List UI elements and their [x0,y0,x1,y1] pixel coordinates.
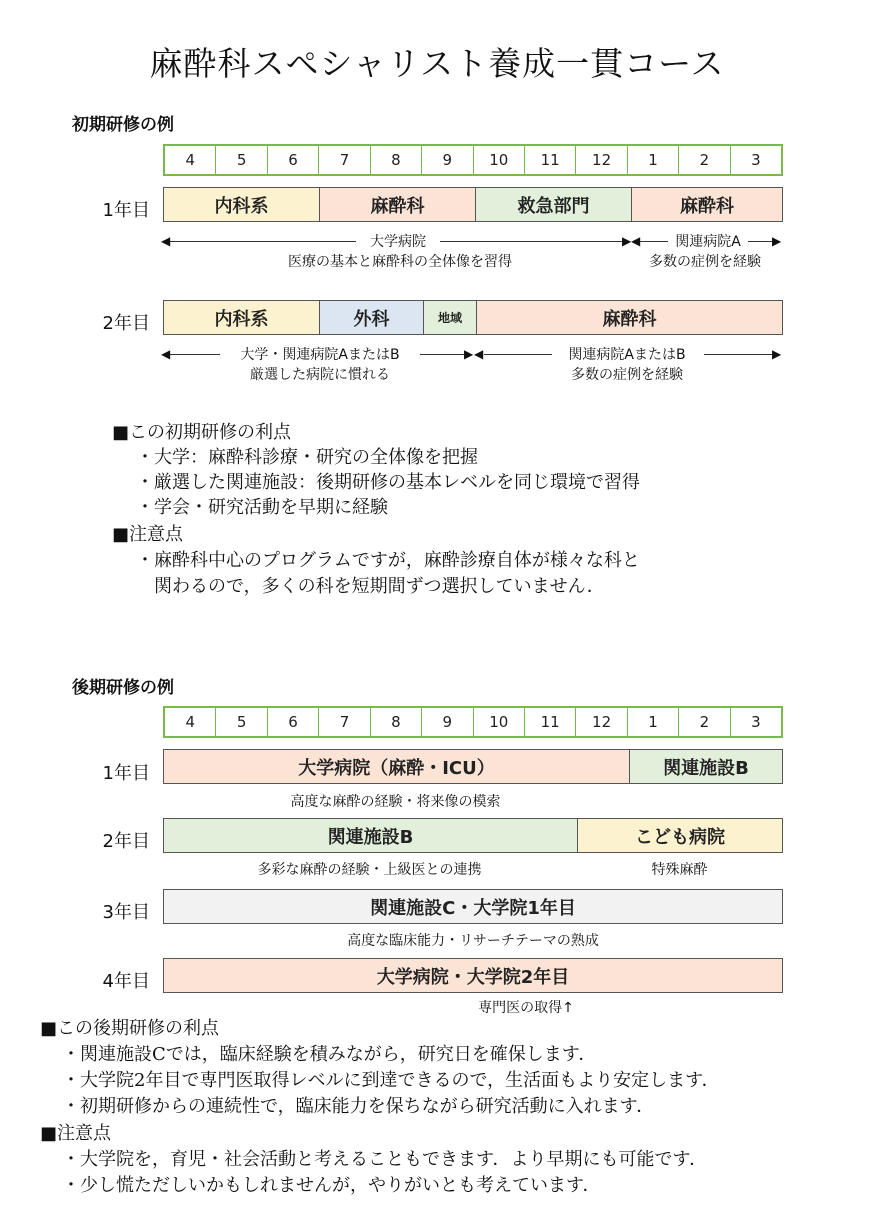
early-merit-item: ・厳選した関連施設：後期研修の基本レベルを同じ環境で習得 [136,472,640,493]
late-merit-item: ・関連施設Cでは，臨床経験を積みながら，研究日を確保します． [62,1044,597,1065]
early-section-heading: 初期研修の例 [72,115,174,135]
early-year1-note-right-desc: 多数の症例を経験 [649,254,761,270]
page-title: 麻酔科スペシャリスト養成一貫コース [149,44,725,83]
late-merit-item: ・大学院2年目で専門医取得レベルに到達できるので，生活面もより安定します． [62,1070,720,1091]
early-month-header [163,144,783,176]
arrow-left-icon: ◀ [474,347,484,361]
early-year1-note-right-title: 関連病院A [675,234,741,250]
late-year3-label: 3年目 [102,902,150,923]
late-year2-bar [163,818,783,853]
early-year2-label: 2年目 [102,313,150,334]
month-cell: 6 [267,146,318,174]
arrow-line [640,241,668,242]
month-cell: 3 [730,708,781,736]
late-caution-heading: ■注意点 [40,1123,112,1144]
arrow-left-icon: ◀ [161,234,171,248]
arrow-line [170,354,220,355]
early-year2-note-left-desc: 厳選した病院に慣れる [250,367,390,383]
arrow-line [440,241,624,242]
month-cell: 11 [524,146,575,174]
late-merit-item: ・初期研修からの連続性で，臨床能力を保ちながら研究活動に入れます． [62,1096,655,1117]
arrow-left-icon: ◀ [161,347,171,361]
segment-anesthesiology: 麻酔科 [476,301,782,334]
early-caution-heading: ■注意点 [112,524,184,545]
month-cell: 7 [318,146,369,174]
segment-childrens-hospital: こども病院 [577,819,782,852]
late-year3-note: 高度な臨床能力・リサーチテーマの熟成 [347,933,599,949]
early-year2-note-left-title: 大学・関連病院AまたはB [240,347,400,363]
arrow-right-icon: ▶ [772,347,782,361]
early-merits-heading: ■この初期研修の利点 [112,422,292,443]
segment-anesthesiology: 麻酔科 [319,188,475,221]
late-year4-bar [163,958,783,993]
segment-affiliated-c-grad1: 関連施設C・大学院1年目 [164,890,782,923]
month-cell: 11 [524,708,575,736]
segment-university-hospital: 大学病院（麻酔・ICU） [164,750,629,783]
late-merits-heading: ■この後期研修の利点 [40,1018,220,1039]
early-year1-note-left-desc: 医療の基本と麻酔科の全体像を習得 [288,254,512,270]
month-cell: 5 [215,708,266,736]
month-cell: 7 [318,708,369,736]
segment-anesthesiology: 麻酔科 [631,188,782,221]
segment-affiliated-b: 関連施設B [629,750,782,783]
early-caution-item: ・麻酔科中心のプログラムですが，麻酔診療自体が様々な科と [136,550,640,571]
arrow-right-icon: ▶ [622,234,632,248]
segment-emergency: 救急部門 [475,188,631,221]
arrow-right-icon: ▶ [464,347,474,361]
month-cell: 9 [421,708,472,736]
early-merit-item: ・学会・研究活動を早期に経験 [136,497,388,518]
month-cell: 12 [575,708,626,736]
segment-community: 地域 [423,301,476,334]
month-cell: 12 [575,146,626,174]
late-year2-note-left: 多彩な麻酔の経験・上級医との連携 [257,862,482,878]
late-year2-label: 2年目 [102,831,150,852]
early-year2-note-right-title: 関連病院AまたはB [568,347,686,363]
arrow-line [484,354,552,355]
month-cell: 4 [185,713,195,731]
month-cell: 1 [627,708,678,736]
segment-university-grad2: 大学病院・大学院2年目 [164,959,782,992]
early-year2-bar [163,300,783,335]
arrow-line [748,241,774,242]
late-year4-label: 4年目 [102,971,150,992]
late-caution-item: ・大学院を，育児・社会活動と考えることもできます．より早期にも可能です． [62,1149,708,1170]
late-month-header [163,706,783,738]
early-year2-note-right-desc: 多数の症例を経験 [571,367,683,383]
arrow-line [704,354,774,355]
month-cell: 4 [185,151,195,169]
early-merit-item: ・大学：麻酔科診療・研究の全体像を把握 [136,447,478,468]
month-cell: 2 [678,708,729,736]
arrow-line [166,241,356,242]
segment-internal-medicine: 内科系 [164,301,319,334]
late-year4-note: 専門医の取得↑ [478,1000,574,1016]
month-cell: 8 [370,146,421,174]
late-year1-bar [163,749,783,784]
early-year1-note-left-title: 大学病院 [370,234,426,250]
month-cell: 1 [627,146,678,174]
segment-affiliated-b: 関連施設B [164,819,577,852]
month-cell: 6 [267,708,318,736]
late-year3-bar [163,889,783,924]
segment-internal-medicine: 内科系 [164,188,319,221]
late-year1-label: 1年目 [102,763,150,784]
segment-surgery: 外科 [319,301,423,334]
late-year1-note: 高度な麻酔の経験・将来像の模索 [290,794,501,810]
late-year2-note-right: 特殊麻酔 [651,862,708,878]
month-cell: 3 [730,146,781,174]
month-cell: 8 [370,708,421,736]
early-year1-label: 1年目 [102,200,150,221]
month-cell: 10 [473,146,524,174]
arrow-right-icon: ▶ [772,234,782,248]
early-caution-item: 関わるので，多くの科を短期間ずつ選択していません． [136,576,605,597]
month-cell: 9 [421,146,472,174]
late-caution-item: ・少し慌ただしいかもしれませんが，やりがいとも考えています． [62,1175,601,1196]
arrow-line [420,354,466,355]
early-year1-bar [163,187,783,222]
late-section-heading: 後期研修の例 [72,678,174,698]
month-cell: 2 [678,146,729,174]
month-cell: 5 [215,146,266,174]
arrow-left-icon: ◀ [631,234,641,248]
month-cell: 10 [473,708,524,736]
